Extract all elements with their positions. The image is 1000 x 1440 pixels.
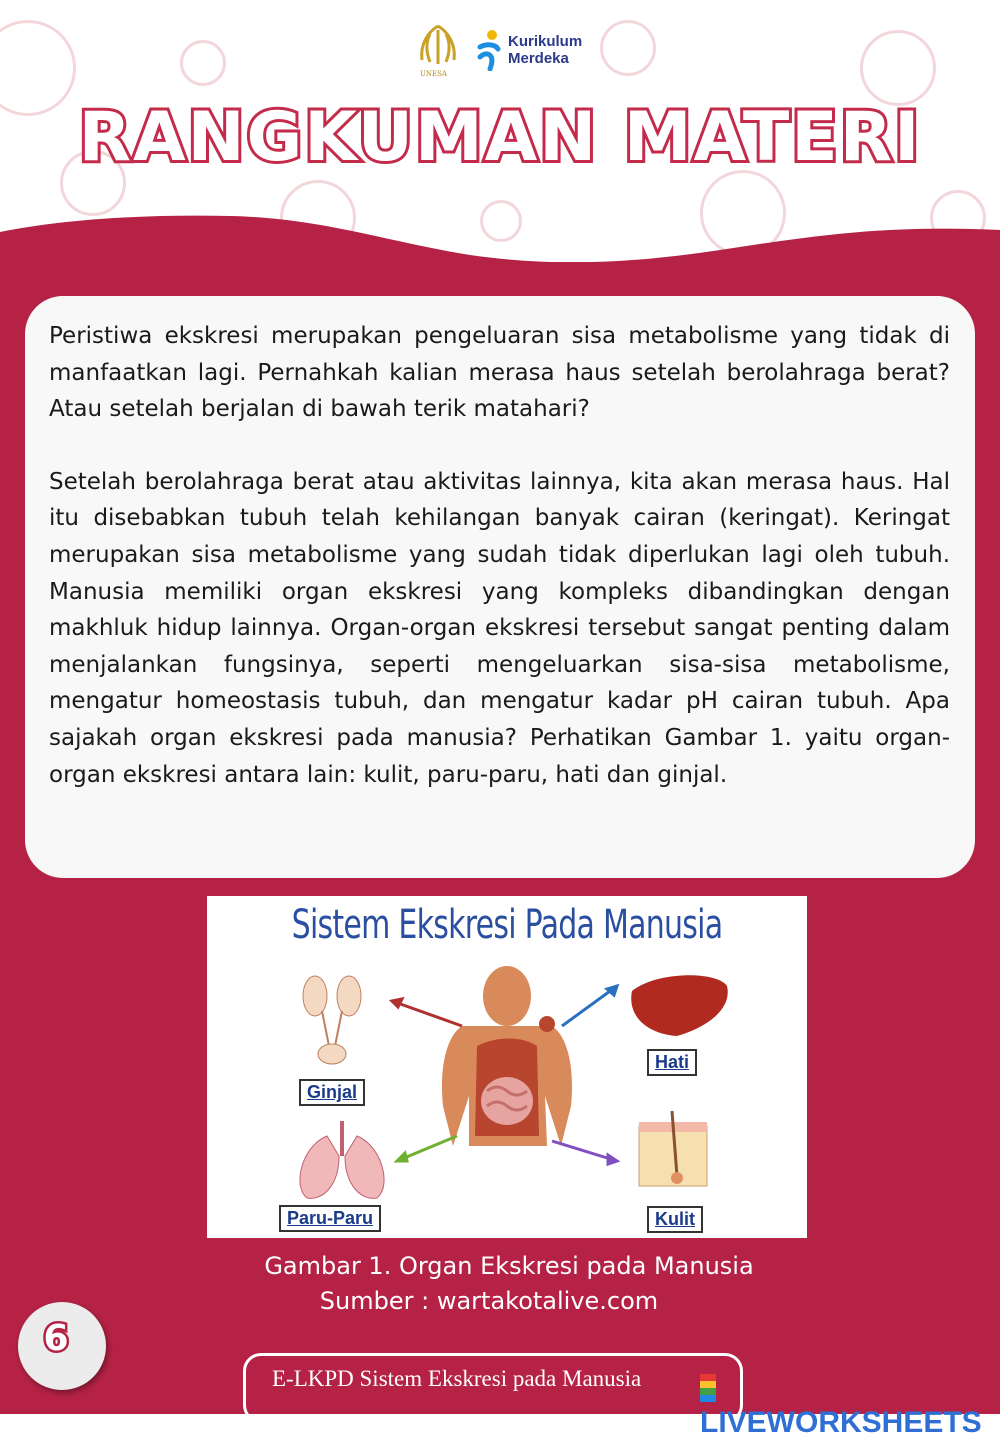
- merdeka-text: Merdeka: [508, 49, 569, 67]
- figure-illustration: [207, 896, 807, 1238]
- logo-group: [410, 22, 582, 77]
- kurikulum-merdeka-icon: [476, 29, 502, 71]
- figure-title: Sistem Ekskresi Pada Manusia: [291, 902, 723, 948]
- human-body-illustration: [442, 966, 572, 1146]
- label-kulit: Kulit: [647, 1206, 703, 1233]
- liver-illustration: [631, 975, 728, 1036]
- label-hati: Hati: [647, 1049, 697, 1076]
- page-number: 6: [43, 1318, 69, 1359]
- paragraph-intro: Peristiwa ekskresi merupakan pengeluaran sisa metabolisme yang tidak di manfaatkan lagi. Pernahkah kalian merasa haus setelah berolahraga berat? Atau setelah berjalan di bawah terik matahari?: [49, 323, 950, 423]
- kidney-illustration: [303, 976, 361, 1064]
- liveworksheets-icon: [700, 1374, 716, 1402]
- kurikulum-text: Kurikulum: [508, 32, 583, 50]
- kurikulum-merdeka-logo: [476, 29, 582, 71]
- figure-caption: Gambar 1. Organ Ekskresi pada Manusia: [264, 1252, 754, 1280]
- page-title: RANGKUMAN MATERI: [78, 98, 922, 177]
- liveworksheets-text: LIVEWORKSHEETS: [700, 1406, 982, 1439]
- content-card: [25, 296, 975, 878]
- unesa-label: UNESA: [420, 69, 447, 78]
- unesa-logo: [410, 22, 466, 78]
- label-paru-paru: Paru-Paru: [279, 1205, 381, 1232]
- excretion-system-figure: [207, 896, 807, 1238]
- liveworksheets-watermark: [700, 1372, 1000, 1440]
- skin-illustration: [639, 1111, 707, 1186]
- paragraph-body: Setelah berolahraga berat atau aktivitas lainnya, kita akan merasa haus. Hal itu disebabkan tubuh telah kehilangan banyak cairan (keringat). Keringat merupakan sisa metabolisme yang sudah tidak diperlukan lagi oleh tubuh. Manusia memiliki organ ekskresi yang kompleks dibandingkan dengan makhluk hidup lainnya. Organ-organ ekskresi tersebut sangat penting dalam menjalankan fungsinya, seperti mengeluarkan sisa-sisa metabolisme, mengatur homeostasis tubuh, dan mengatur kadar pH cairan tubuh. Apa sajakah organ ekskresi pada manusia? Perhatikan Gambar 1. yaitu organ-organ ekskresi antara lain: kulit, paru-paru, hati dan ginjal.: [49, 468, 950, 788]
- lungs-illustration: [300, 1121, 384, 1198]
- figure-source: Sumber : wartakotalive.com: [319, 1287, 659, 1315]
- label-ginjal: Ginjal: [299, 1079, 365, 1106]
- footer-text: E-LKPD Sistem Ekskresi pada Manusia: [272, 1366, 642, 1391]
- page-number-badge: [18, 1302, 106, 1390]
